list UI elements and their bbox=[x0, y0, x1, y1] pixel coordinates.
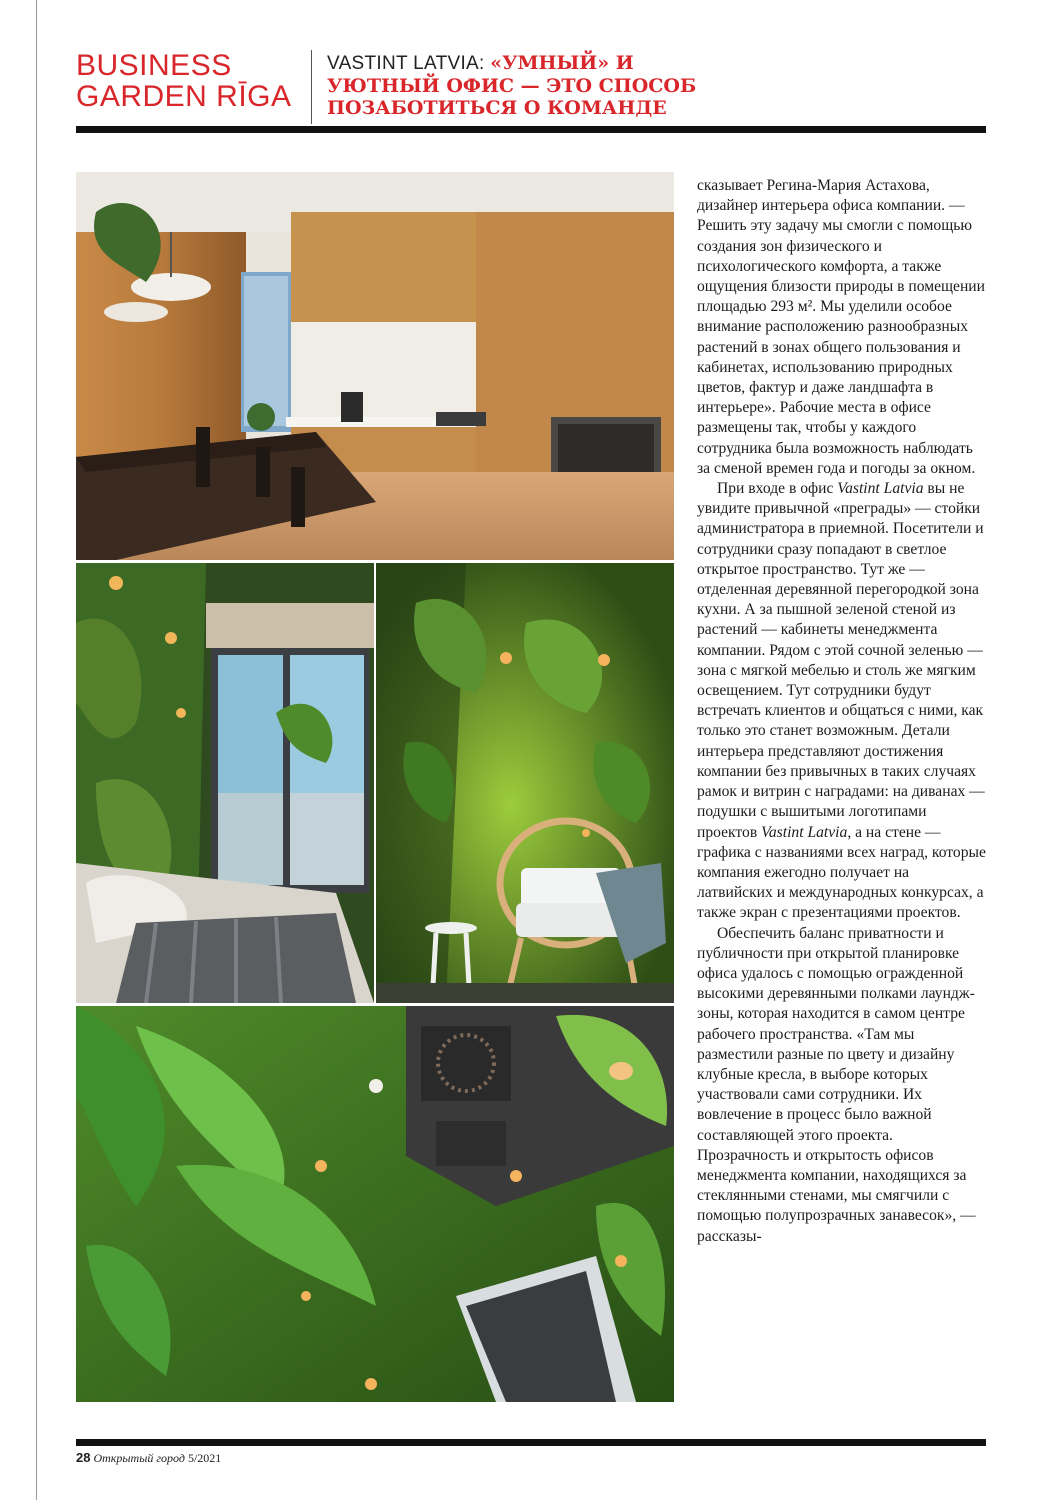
article-body bbox=[697, 176, 987, 1247]
armchair-greenwall-photo bbox=[376, 563, 674, 1003]
p2-company-name: Vastint Latvia bbox=[837, 480, 924, 498]
headline-lead: VASTINT LATVIA: bbox=[327, 53, 491, 74]
headline-line3: ПОЗАБОТИТЬСЯ О КОМАНДЕ bbox=[327, 97, 667, 119]
page-footer bbox=[76, 1450, 221, 1466]
headline-line2: УЮТНЫЙ ОФИС — ЭТО СПОСОБ bbox=[327, 75, 697, 97]
window-lounge-photo bbox=[76, 563, 374, 1003]
magazine-name: Открытый город bbox=[93, 1451, 185, 1465]
article-paragraph-2 bbox=[697, 479, 987, 923]
margin-rule bbox=[36, 0, 37, 1500]
p2-text-c: , а на стене — графика с названиями всех наград, которые компания ежегодно получает на латвийских и международных конкурсах, а также экран с презентациями проектов. bbox=[697, 823, 986, 922]
header-bar bbox=[76, 126, 986, 133]
plant-wall-ceiling-photo bbox=[76, 1006, 674, 1402]
article-paragraph-3: Обеспечить баланс приватности и публичности при открытой планировке офиса удалось с помощью огражденной высокими деревянными полками лаундж-зоны, которая находится в самом центре рабочего пространства. «Там мы разместили разные по цвету и дизайну клубные кресла, в выборе которых участвовали сами сотрудники. Их вовлечение в процесс было важной составляющей этого проекта. Прозрачность и открытость офисов менеджмента компании, находящихся за стеклянными стенами, мы смягчили с помощью полупрозрачных занавесок», — рассказы- bbox=[697, 924, 976, 1245]
section-title-line1: BUSINESS bbox=[76, 49, 232, 82]
section-title-line2: GARDEN RĪGA bbox=[76, 80, 292, 113]
headline bbox=[327, 52, 767, 119]
kitchen-photo bbox=[76, 172, 674, 560]
section-title bbox=[76, 50, 306, 112]
headline-part1: «УМНЫЙ» И bbox=[490, 52, 634, 74]
issue-number: 5/2021 bbox=[184, 1451, 222, 1465]
title-divider bbox=[311, 50, 312, 124]
p2-company-name-2: Vastint Latvia bbox=[761, 823, 848, 841]
p2-text-a: При входе в офис bbox=[717, 480, 838, 498]
footer-bar bbox=[76, 1439, 986, 1446]
page-number: 28 bbox=[76, 1450, 91, 1465]
p2-text-b: вы не увидите привычной «преграды» — стойки администратора в приемной. Посетители и сотрудники сразу попадают в светлое открытое пространство. Тут же — отделенная деревянной перегородкой зона кухни. А за пышной зеленой стеной из растений — кабинеты менеджмента компании. Рядом с этой сочной зеленью — зона с мягкой мебелью и столь же мягким освещением. Тут сотрудники будут встречать клиентов и общаться с ними, как только это станет возможным. Детали интерьера представляют достижения компании без привычных в таких случаях рамок и витрин с наградами: на диванах — подушки с вышитыми логотипами проектов bbox=[697, 480, 985, 841]
article-paragraph-1: сказывает Регина-Мария Астахова, дизайнер интерьера офиса компании. — Решить эту задачу мы смогли с помощью создания зон физического и психологического комфорта, а также ощущения близости природы в помещении площадью 293 м². Мы уделили особое внимание расположению разнообразных растений в зонах общего пользования и кабинетах, использованию природных цветов, фактур и даже ландшафта в интерьере». Рабочие места в офисе размещены так, чтобы у каждого сотрудника была возможность наблюдать за сменой времен года и погоды за окном. bbox=[697, 177, 985, 477]
